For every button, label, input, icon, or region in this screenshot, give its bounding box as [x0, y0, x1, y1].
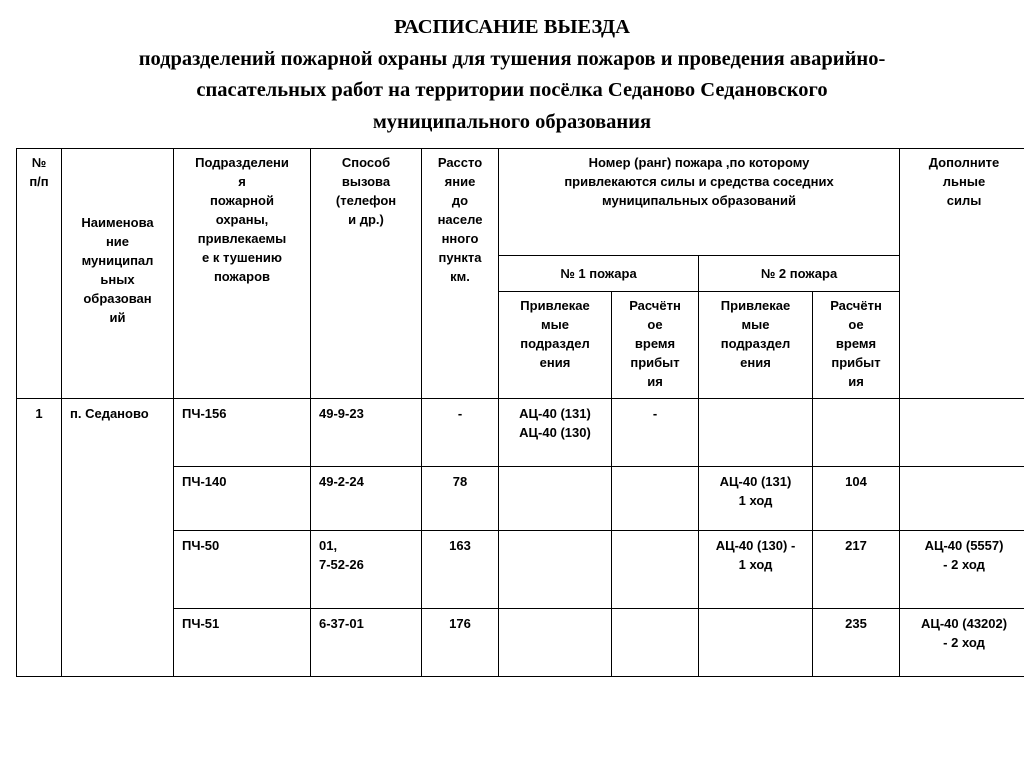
- header-fire-2: № 2 пожара: [699, 256, 900, 292]
- fire1-arrival: [612, 467, 699, 531]
- row-number: 1: [17, 399, 62, 677]
- header-line: ьных: [100, 272, 135, 287]
- header-line: ое: [647, 317, 663, 332]
- header-line: ия: [647, 374, 663, 389]
- header-line: прибыт: [831, 355, 881, 370]
- header-line: до: [451, 193, 469, 208]
- call-method-line: 49-9-23: [319, 406, 364, 421]
- header-line: Номер (ранг) пожара ,по которому: [588, 155, 810, 170]
- header-line: привлекаются силы и средства соседних: [564, 174, 834, 189]
- fire1-arrival: [612, 531, 699, 609]
- fire2-units: [699, 609, 813, 677]
- header-line: е к тушению: [202, 250, 282, 265]
- header-line: Наименова: [81, 215, 154, 230]
- fire2-units-line: АЦ-40 (130) -: [715, 538, 796, 553]
- call-method: [311, 531, 422, 609]
- header-line: время: [835, 336, 877, 351]
- header-line: силы: [946, 193, 982, 208]
- schedule-table: [16, 148, 1024, 677]
- fire1-units: [499, 531, 612, 609]
- title-line-2: подразделений пожарной охраны для тушения пожаров и проведения аварийно-: [138, 47, 886, 70]
- header-line: Привлекае: [520, 298, 590, 313]
- fire2-arrival: 217: [813, 531, 900, 609]
- fire2-arrival: [813, 399, 900, 467]
- header-line: №: [31, 155, 47, 170]
- additional-forces-line: АЦ-40 (43202): [920, 616, 1008, 631]
- header-line: км.: [450, 269, 470, 284]
- header-num: [17, 149, 62, 399]
- call-method-line: 01,: [319, 538, 338, 553]
- settlement-name: п. Седаново: [62, 399, 174, 677]
- additional-forces-line: - 2 ход: [943, 557, 985, 572]
- header-line: муниципал: [81, 253, 154, 268]
- header-fire-rank: [499, 149, 900, 256]
- header-line: подраздел: [720, 336, 791, 351]
- header-line: Способ: [341, 155, 391, 170]
- fire2-units-line: АЦ-40 (131): [719, 474, 792, 489]
- header-line: вызова: [341, 174, 391, 189]
- header-line: я: [238, 174, 246, 189]
- fire1-units-line: АЦ-40 (131): [519, 406, 591, 421]
- header-line: ения: [740, 355, 771, 370]
- header-line: мые: [541, 317, 569, 332]
- header-line: и др.): [348, 212, 384, 227]
- unit-name: ПЧ-50: [174, 531, 311, 609]
- header-line: ения: [539, 355, 571, 370]
- fire2-units-line: 1 ход: [738, 493, 773, 508]
- header-line: нного: [441, 231, 479, 246]
- fire2-arrival: 235: [813, 609, 900, 677]
- unit-name: ПЧ-156: [174, 399, 311, 467]
- additional-forces: [900, 467, 1024, 531]
- header-name: [62, 149, 174, 399]
- call-method: [311, 467, 422, 531]
- fire1-units-line: АЦ-40 (130): [519, 425, 591, 440]
- header-line: привлекаемы: [197, 231, 287, 246]
- call-method-line: 7-52-26: [319, 557, 364, 572]
- fire1-units: [499, 399, 612, 467]
- header-line: подраздел: [520, 336, 590, 351]
- header-line: Привлекае: [720, 298, 791, 313]
- distance: 78: [422, 467, 499, 531]
- additional-forces-line: АЦ-40 (5557): [924, 538, 1004, 553]
- header-line: охраны,: [215, 212, 269, 227]
- call-method-line: 6-37-01: [319, 616, 364, 631]
- header-distance: [422, 149, 499, 399]
- header-line: Расчётн: [830, 298, 882, 313]
- header-line: Подразделени: [195, 155, 289, 170]
- title-line-1: РАСПИСАНИЕ ВЫЕЗДА: [394, 16, 630, 38]
- unit-name: ПЧ-51: [174, 609, 311, 677]
- header-line: пожарной: [210, 193, 274, 208]
- header-line: п/п: [29, 174, 49, 189]
- header-additional: [900, 149, 1024, 399]
- header-fire1-attracted: [499, 292, 612, 399]
- header-line: пожаров: [213, 269, 271, 284]
- title-line-3: спасательных работ на территории посёлка Седаново Седановского: [196, 79, 828, 101]
- header-fire2-attracted: [699, 292, 813, 399]
- header-line: ия: [848, 374, 864, 389]
- header-line: мые: [741, 317, 770, 332]
- header-units: [174, 149, 311, 399]
- table-row: [17, 399, 1024, 467]
- fire1-arrival: -: [612, 399, 699, 467]
- title-line-4: муниципального образования: [372, 110, 652, 133]
- header-line: ое: [848, 317, 864, 332]
- document-title: [0, 12, 1024, 138]
- fire2-units: [699, 531, 813, 609]
- fire2-units-line: 1 ход: [738, 557, 773, 572]
- header-line: Расчётн: [629, 298, 681, 313]
- call-method-line: 49-2-24: [319, 474, 364, 489]
- call-method: [311, 399, 422, 467]
- header-call-method: [311, 149, 422, 399]
- header-line: прибыт: [630, 355, 680, 370]
- header-line: льные: [942, 174, 986, 189]
- additional-forces: [900, 531, 1024, 609]
- distance: 176: [422, 609, 499, 677]
- header-fire1-arrival: [612, 292, 699, 399]
- fire1-arrival: [612, 609, 699, 677]
- header-line: пункта: [438, 250, 482, 265]
- header-line: муниципальных образований: [602, 193, 796, 208]
- unit-name: ПЧ-140: [174, 467, 311, 531]
- header-line: Рассто: [437, 155, 483, 170]
- header-line: населе: [437, 212, 483, 227]
- header-line: ние: [105, 234, 130, 249]
- header-fire2-arrival: [813, 292, 900, 399]
- fire2-units: [699, 467, 813, 531]
- fire1-units: [499, 609, 612, 677]
- distance: 163: [422, 531, 499, 609]
- additional-forces: [900, 609, 1024, 677]
- fire2-arrival: 104: [813, 467, 900, 531]
- header-fire-1: № 1 пожара: [499, 256, 699, 292]
- fire1-units: [499, 467, 612, 531]
- fire2-units: [699, 399, 813, 467]
- additional-forces-line: - 2 ход: [943, 635, 985, 650]
- header-line: яние: [444, 174, 476, 189]
- header-line: Дополните: [928, 155, 1000, 170]
- distance: -: [422, 399, 499, 467]
- header-line: ий: [109, 310, 126, 325]
- call-method: [311, 609, 422, 677]
- header-line: образован: [83, 291, 152, 306]
- header-line: (телефон: [335, 193, 397, 208]
- additional-forces: [900, 399, 1024, 467]
- header-line: время: [634, 336, 676, 351]
